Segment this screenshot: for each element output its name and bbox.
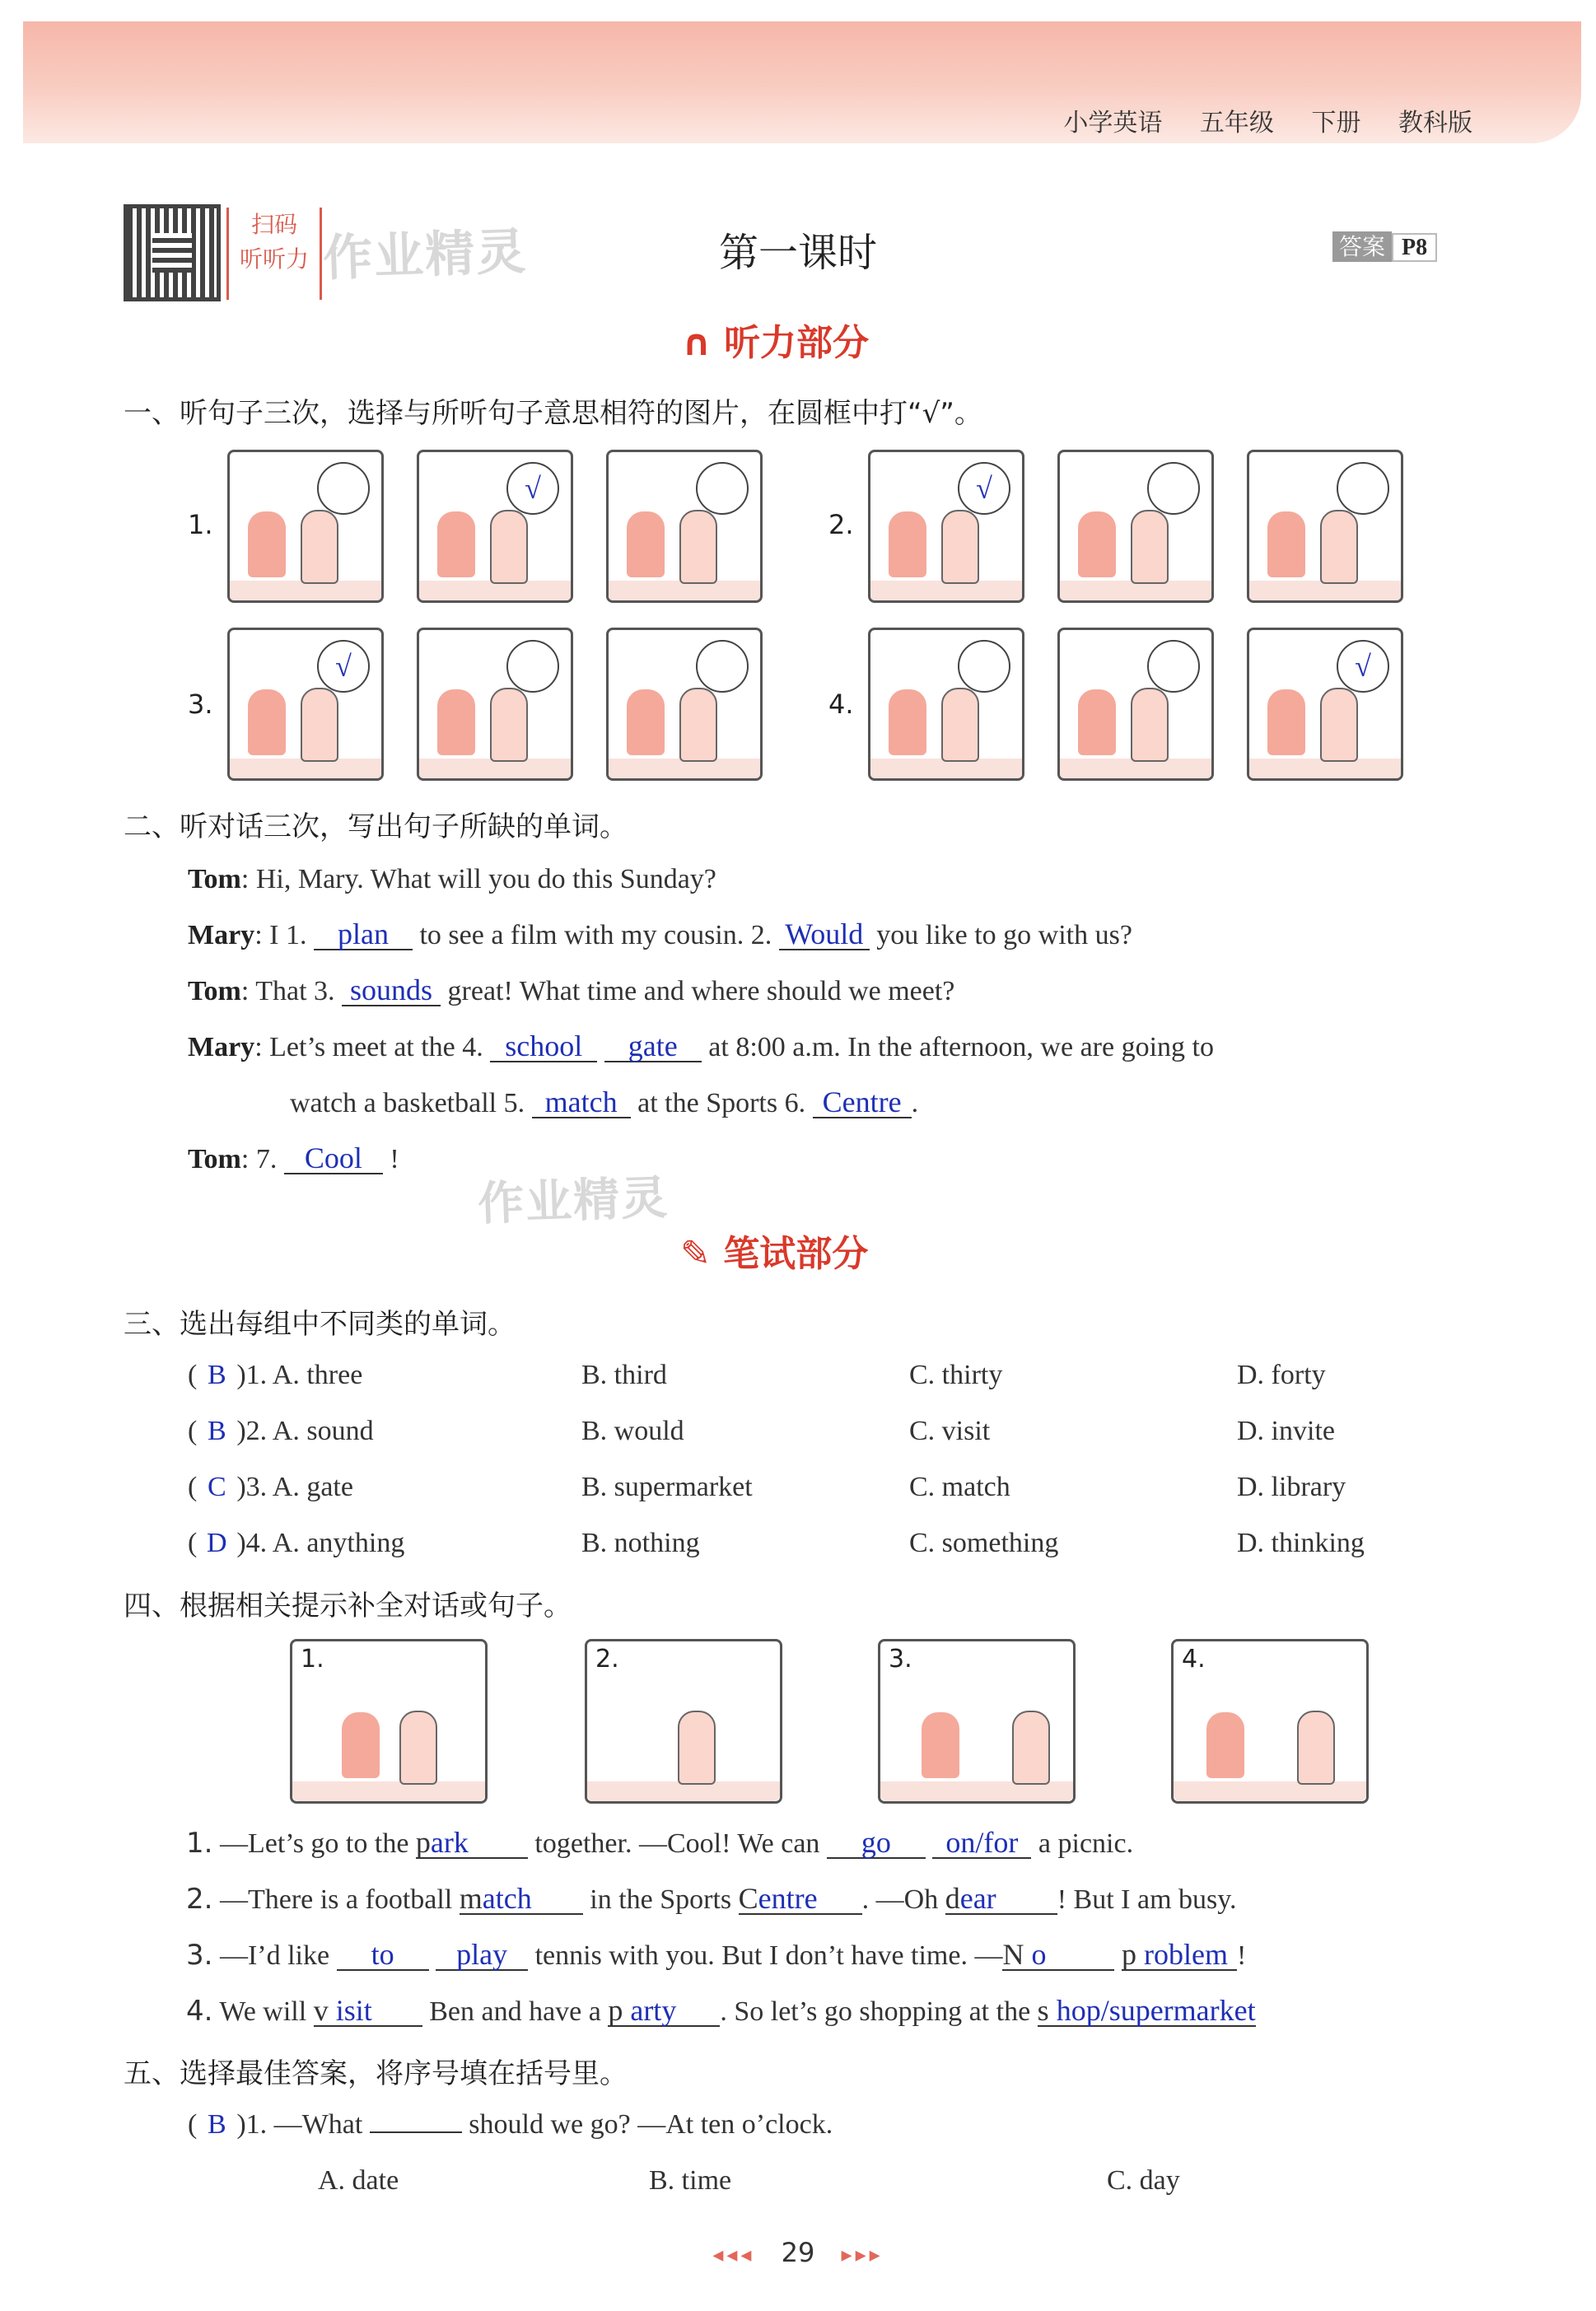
page-number: 29 [781,2237,815,2268]
option-a: A. date [318,2165,399,2196]
scan-listen-label: 扫码 听听力 [226,208,322,300]
dialogue-line: Mary: I 1. plan to see a film with my cousin. 2. Would you like to go with us? [188,917,1132,950]
answer-letter[interactable]: B [207,2109,226,2140]
prev-arrows-icon: ◂◂◂ [712,2243,755,2267]
answer-blank[interactable]: Cool [284,1143,383,1174]
fill-sentence: 1. —Let’s go to the park together. —Cool! We can go on/for a picnic. [186,1826,1134,1860]
picture-option[interactable] [1057,628,1214,781]
section4-heading: 四、根据相关提示补全对话或句子。 [124,1590,572,1622]
watermark: 作业精灵 [477,1170,670,1232]
picture-option[interactable] [417,628,573,781]
tag-subject: 小学英语 [1063,109,1163,138]
pencil-icon: ✎ [680,1233,711,1275]
answer-blank[interactable]: park [416,1828,528,1859]
answer-blank[interactable]: dear [945,1884,1057,1915]
answer-blank[interactable]: match [532,1087,631,1118]
dialogue-line: Tom: Hi, Mary. What will you do this Sunday? [188,864,716,894]
answer-blank[interactable]: v isit [314,1996,422,2027]
answer-blank[interactable]: go [827,1828,926,1859]
picture-option[interactable] [606,450,763,603]
check-circle[interactable] [317,462,370,515]
option-b: B. supermarket [581,1472,753,1502]
tag-grade: 五年级 [1199,109,1274,138]
answer-blank[interactable]: p arty [608,1996,720,2027]
check-circle[interactable] [506,640,559,693]
choice-row: ( B )2. A. sound [188,1416,374,1446]
check-circle[interactable] [958,640,1010,693]
picture-option[interactable] [1247,450,1403,603]
picture-option[interactable] [1247,628,1403,781]
check-circle[interactable] [696,640,749,693]
picture-option[interactable] [227,628,384,781]
group-number: 3. [188,689,213,720]
fill-sentence: 2. —There is a football match in the Sports Centre . —Oh dear ! But I am busy. [186,1882,1237,1916]
choice-row: ( B )1. A. three [188,1360,363,1390]
dialogue-line: Tom: 7. Cool ! [188,1141,399,1174]
option-b: B. nothing [581,1528,700,1558]
picture-option[interactable] [868,450,1024,603]
group-number: 1. [188,509,213,540]
header-tags [1034,102,1472,138]
answer-letter[interactable]: D [207,1528,227,1558]
fill-sentence: 3. —I’d like to play tennis with you. But I don’t have time. —N o p roblem ! [186,1938,1247,1972]
section3-heading: 三、选出每组中不同类的单词。 [124,1308,516,1341]
answer-letter[interactable]: B [207,1360,226,1390]
check-circle[interactable] [1147,640,1200,693]
choice-row: ( C )3. A. gate [188,1472,353,1502]
option-c: C. thirty [909,1360,1003,1390]
answer-blank[interactable]: plan [314,919,413,950]
option-d: D. library [1237,1472,1346,1502]
answer-blank[interactable]: to [337,1940,429,1971]
section5-heading: 五、选择最佳答案，将序号填在括号里。 [124,2057,628,2090]
watermark: 作业精灵 [322,222,529,288]
check-circle[interactable] [696,462,749,515]
option-d: D. forty [1237,1360,1326,1390]
answer-blank[interactable]: Centre [739,1884,862,1915]
choice-row: ( D )4. A. anything [188,1528,405,1558]
section2-heading: 二、听对话三次，写出句子所缺的单词。 [124,810,628,843]
page-footer [0,2237,1596,2268]
dialogue-line: Tom: That 3. sounds great! What time and where should we meet? [188,973,955,1006]
option-b: B. would [581,1416,684,1446]
next-arrows-icon: ▸▸▸ [841,2243,884,2267]
picture-hint: 2. [585,1639,782,1804]
group-number: 4. [828,689,854,720]
answer-blank[interactable]: play [436,1940,528,1971]
tag-edition: 教科版 [1398,109,1472,138]
answer-letter[interactable]: B [207,1416,226,1446]
section1-heading: 一、听句子三次，选择与所听句子意思相符的图片，在圆框中打“√”。 [124,397,982,430]
picture-option[interactable] [227,450,384,603]
check-circle[interactable]: √ [958,462,1010,515]
dialogue-line: Mary: Let’s meet at the 4. school gate at 8:00 a.m. In the afternoon, we are going to [188,1029,1214,1062]
listening-banner: ∩ 听力部分 [682,313,869,366]
picture-hint: 1. [290,1639,488,1804]
answer-blank[interactable]: match [460,1884,583,1915]
picture-option[interactable] [868,628,1024,781]
answer-blank[interactable]: Centre [813,1087,912,1118]
answer-blank[interactable]: gate [604,1031,702,1062]
option-b: B. time [649,2165,732,2196]
picture-hint: 3. [878,1639,1076,1804]
answer-blank[interactable]: N o [1002,1940,1114,1971]
answer-blank[interactable]: s hop/supermarket [1037,1994,1256,2027]
answer-tag: 答案 P8 [1332,229,1437,262]
group-number: 2. [828,509,854,540]
check-circle[interactable] [1147,462,1200,515]
answer-blank[interactable]: p roblem [1122,1940,1237,1971]
check-circle[interactable]: √ [506,462,559,515]
answer-blank[interactable] [370,2131,462,2133]
option-c: C. something [909,1528,1059,1558]
option-c: C. visit [909,1416,991,1446]
option-d: D. thinking [1237,1528,1365,1558]
picture-option[interactable] [606,628,763,781]
check-circle[interactable]: √ [317,640,370,693]
tag-volume: 下册 [1311,109,1361,138]
headphones-icon: ∩ [682,322,712,364]
picture-option[interactable] [1057,450,1214,603]
check-circle[interactable]: √ [1337,640,1389,693]
answer-letter[interactable]: C [207,1472,226,1502]
option-b: B. third [581,1360,667,1390]
choice-row: ( B )1. —What should we go? —At ten o’clock. [188,2109,833,2140]
option-c: C. day [1107,2165,1180,2196]
fill-sentence: 4. We will v isit Ben and have a p arty . So let’s go shopping at the s hop/supermarket [186,1994,1256,2028]
option-c: C. match [909,1472,1010,1502]
answer-blank[interactable]: on/for [932,1828,1031,1859]
picture-option[interactable] [417,450,573,603]
answer-blank[interactable]: Would [779,919,870,950]
picture-hint: 4. [1171,1639,1369,1804]
check-circle[interactable] [1337,462,1389,515]
option-d: D. invite [1237,1416,1335,1446]
dialogue-line: watch a basketball 5. match at the Sports 6. Centre . [290,1085,919,1118]
lesson-title: 第一课时 [718,230,877,276]
answer-blank[interactable]: school [490,1031,597,1062]
writing-banner: ✎ 笔试部分 [680,1224,868,1277]
answer-blank[interactable]: sounds [342,975,441,1006]
